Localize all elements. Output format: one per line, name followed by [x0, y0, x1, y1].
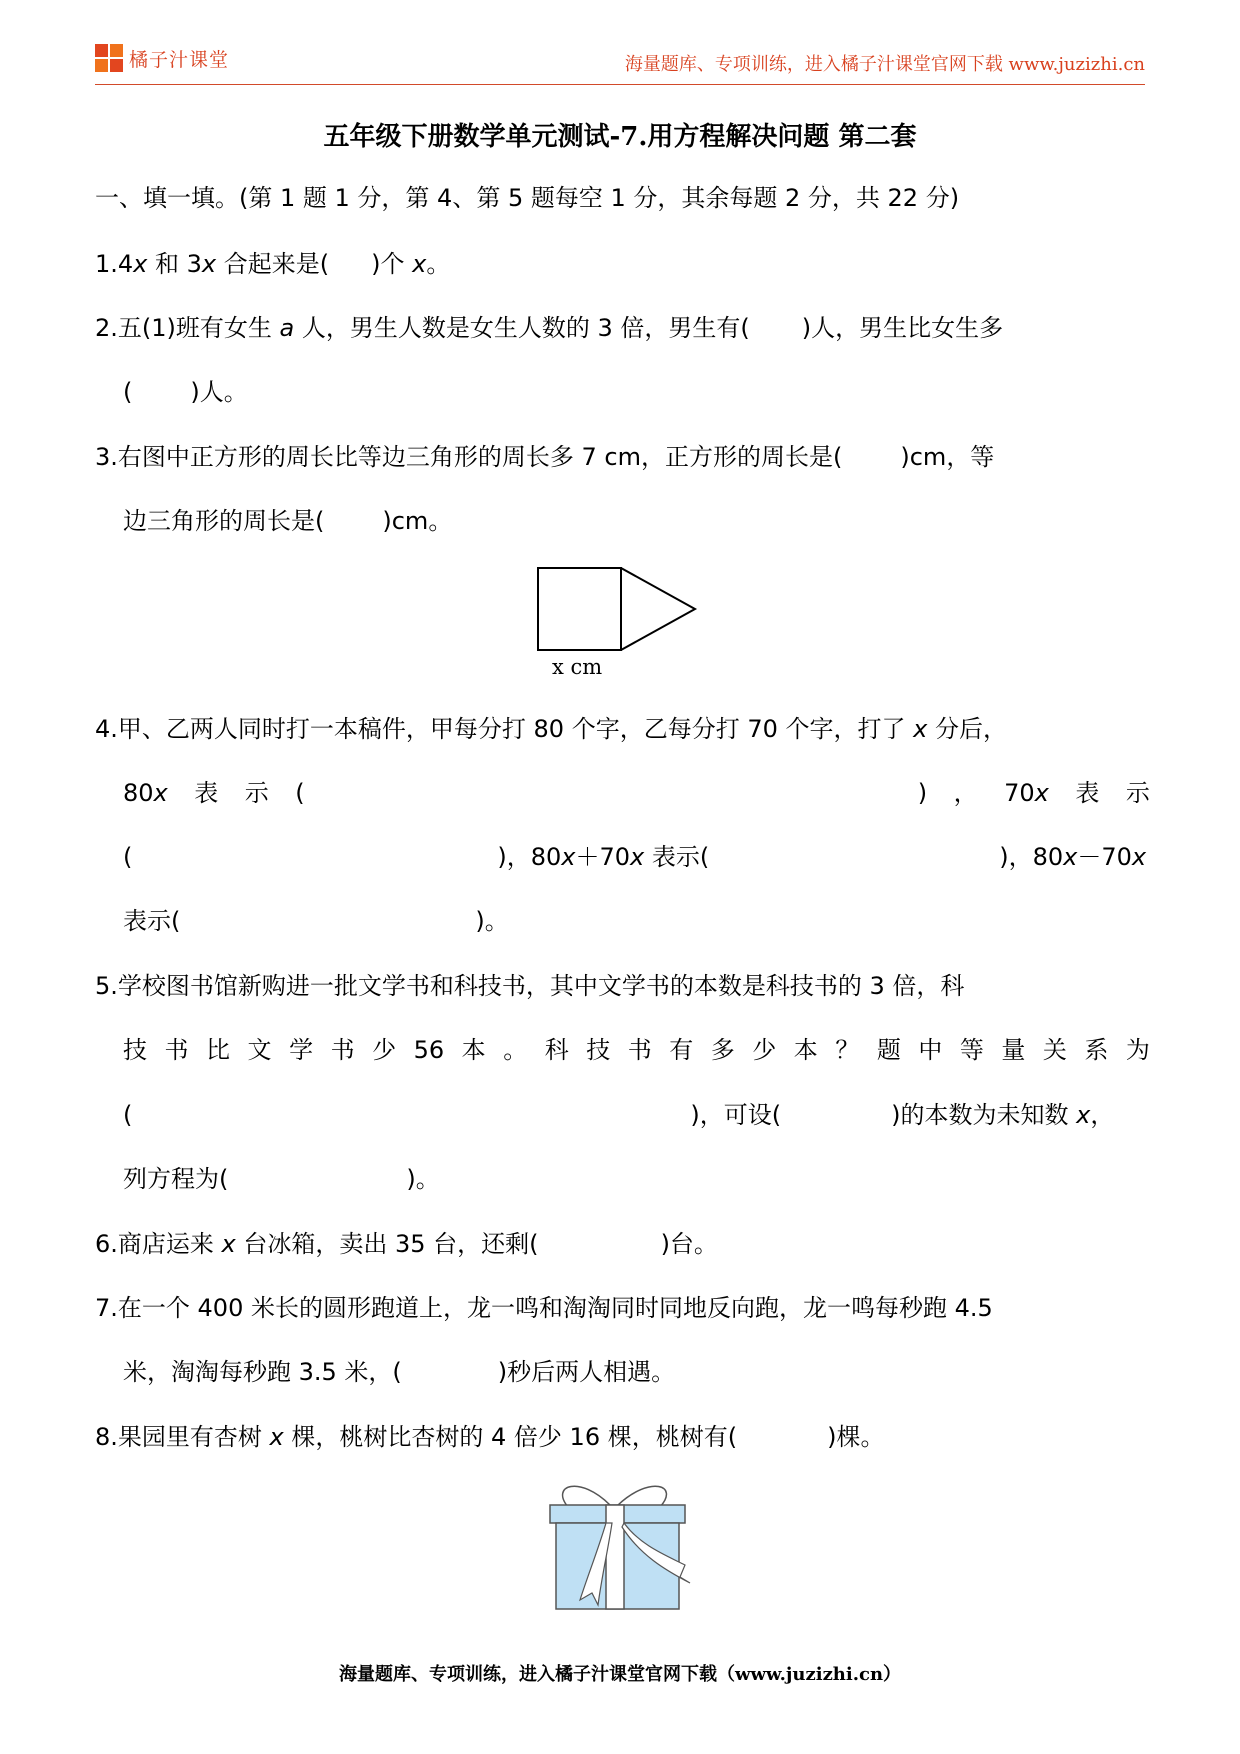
question-5-line-3: ( )，可设( )的本数为未知数 x， [123, 1101, 1115, 1129]
page-footer: 海量题库、专项训练，进入橘子汁课堂官网下载（www.juzizhi.cn） [338, 1664, 902, 1685]
question-7-line-1: 7.在一个 400 米长的圆形跑道上，龙一鸣和淘淘同时同地反向跑，龙一鸣每秒跑 4.5 [95, 1294, 993, 1322]
header-divider [95, 84, 1145, 85]
question-5-line-1: 5.学校图书馆新购进一批文学书和科技书，其中文学书的本数是科技书的 3 倍，科 [95, 972, 965, 1000]
triangle-shape [621, 568, 695, 650]
page-header [95, 38, 1145, 76]
logo-mark-icon [95, 44, 123, 72]
question-4-line-1: 4.甲、乙两人同时打一本稿件，甲每分打 80 个字，乙每分打 70 个字，打了 x 分后， [95, 715, 1007, 743]
square-triangle-figure [530, 565, 710, 680]
page-title: 五年级下册数学单元测试-7.用方程解决问题 第二套 [323, 122, 917, 152]
brand-logo [95, 44, 229, 72]
question-6: 6.商店运来 x 台冰箱，卖出 35 台，还剩( )台。 [95, 1230, 718, 1258]
question-2-line-1: 2.五(1)班有女生 a 人，男生人数是女生人数的 3 倍，男生有( )人，男生比女生多 [95, 314, 1004, 342]
question-4-line-4: 表示( )。 [123, 907, 509, 935]
square-shape [538, 568, 621, 650]
question-3-line-2: 边三角形的周长是( )cm。 [123, 507, 453, 535]
question-4-line-3: ( )，80x＋70x 表示( )，80x－70x [123, 843, 1147, 871]
question-3-line-1: 3.右图中正方形的周长比等边三角形的周长多 7 cm，正方形的周长是( )cm，等 [95, 443, 995, 471]
section-heading: 一、填一填。(第 1 题 1 分，第 4、第 5 题每空 1 分，其余每题 2 分，共 22 分) [95, 184, 960, 212]
question-8: 8.果园里有杏树 x 棵，桃树比杏树的 4 倍少 16 棵，桃树有( )棵。 [95, 1423, 885, 1451]
question-4-line-2: 80x 表 示 ( ) ， 70x 表 示 [123, 779, 1150, 807]
question-1: 1.4x 和 3x 合起来是( )个 x。 [95, 250, 451, 278]
question-2-line-2: ( )人。 [123, 378, 248, 406]
brand-name: 橘子汁课堂 [129, 48, 230, 71]
question-5-line-2: 技 书 比 文 学 书 少 56 本 。 科 技 书 有 多 少 本 ？ 题 中 等 量 关 系 为 [123, 1036, 1150, 1064]
figure-side-label: x cm [552, 655, 603, 679]
header-tagline: 海量题库、专项训练，进入橘子汁课堂官网下载 www.juzizhi.cn [624, 54, 1145, 75]
question-5-line-4: 列方程为( )。 [123, 1165, 440, 1193]
question-7-line-2: 米，淘淘每秒跑 3.5 米，( )秒后两人相遇。 [123, 1358, 676, 1386]
gift-box-icon [540, 1475, 700, 1615]
